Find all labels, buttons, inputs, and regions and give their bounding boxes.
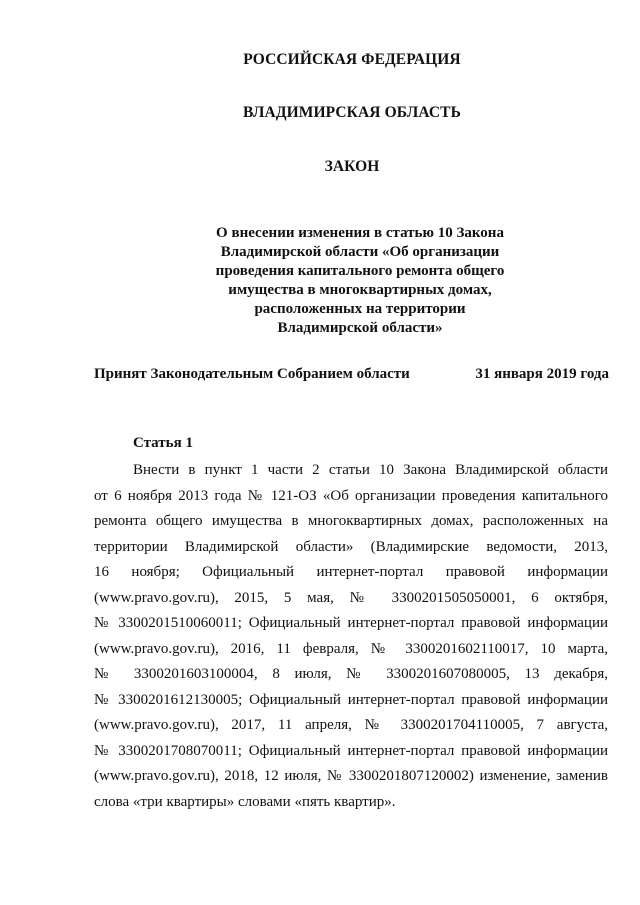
- law-title-line: имущества в многоквартирных домах,: [228, 282, 492, 298]
- article-line: территории Владимирской области» (Владимирские ведомости, 2013,: [94, 538, 608, 555]
- article-line: № 3300201612130005; Официальный интернет-портал правовой информации: [94, 691, 608, 708]
- article-line: (www.pravo.gov.ru), 2018, 12 июля, № 3300201807120002) изменение, заменив: [94, 768, 608, 784]
- article-line: от 6 ноября 2013 года № 121-ОЗ «Об организации проведения капитального: [94, 487, 608, 504]
- law-title-line: Владимирской области»: [277, 320, 443, 336]
- adoption-date: 31 января 2019 года: [475, 366, 609, 382]
- law-title-line: проведения капитального ремонта общего: [215, 263, 505, 279]
- article-line: Внести в пункт 1 части 2 статьи 10 Закона Владимирской области: [133, 462, 608, 478]
- article-line: ремонта общего имущества в многоквартирных домах, расположенных на: [94, 513, 608, 529]
- law-title: [140, 224, 580, 338]
- article-line: слова «три квартиры» словами «пять квартир».: [94, 793, 396, 810]
- region-heading: ВЛАДИМИРСКАЯ ОБЛАСТЬ: [243, 104, 461, 121]
- article-line: 16 ноября; Официальный интернет-портал правовой информации: [94, 564, 608, 580]
- article-line: (www.pravo.gov.ru), 2015, 5 мая, № 3300201505050001, 6 октября,: [94, 589, 608, 606]
- law-title-line: расположенных на территории: [254, 301, 466, 317]
- article-line: (www.pravo.gov.ru), 2017, 11 апреля, № 3300201704110005, 7 августа,: [94, 717, 608, 733]
- article-heading: Статья 1: [133, 435, 193, 451]
- article-line: № 3300201510060011; Официальный интернет-портал правовой информации: [94, 615, 608, 631]
- law-title-line: Владимирской области «Об организации: [220, 244, 500, 260]
- article-line: № 3300201603100004, 8 июля, № 3300201607080005, 13 декабря,: [94, 666, 608, 682]
- country-heading: РОССИЙСКАЯ ФЕДЕРАЦИЯ: [243, 51, 461, 68]
- article-line: (www.pravo.gov.ru), 2016, 11 февраля, № 3300201602110017, 10 марта,: [94, 640, 608, 657]
- article-body: [94, 458, 608, 815]
- document-type-heading: ЗАКОН: [324, 158, 380, 175]
- adopted-by: Принят Законодательным Собранием области: [94, 366, 410, 382]
- adoption-row: [94, 366, 609, 383]
- article-line: № 3300201708070011; Официальный интернет-портал правовой информации: [94, 742, 608, 759]
- law-title-line: О внесении изменения в статью 10 Закона: [216, 225, 504, 241]
